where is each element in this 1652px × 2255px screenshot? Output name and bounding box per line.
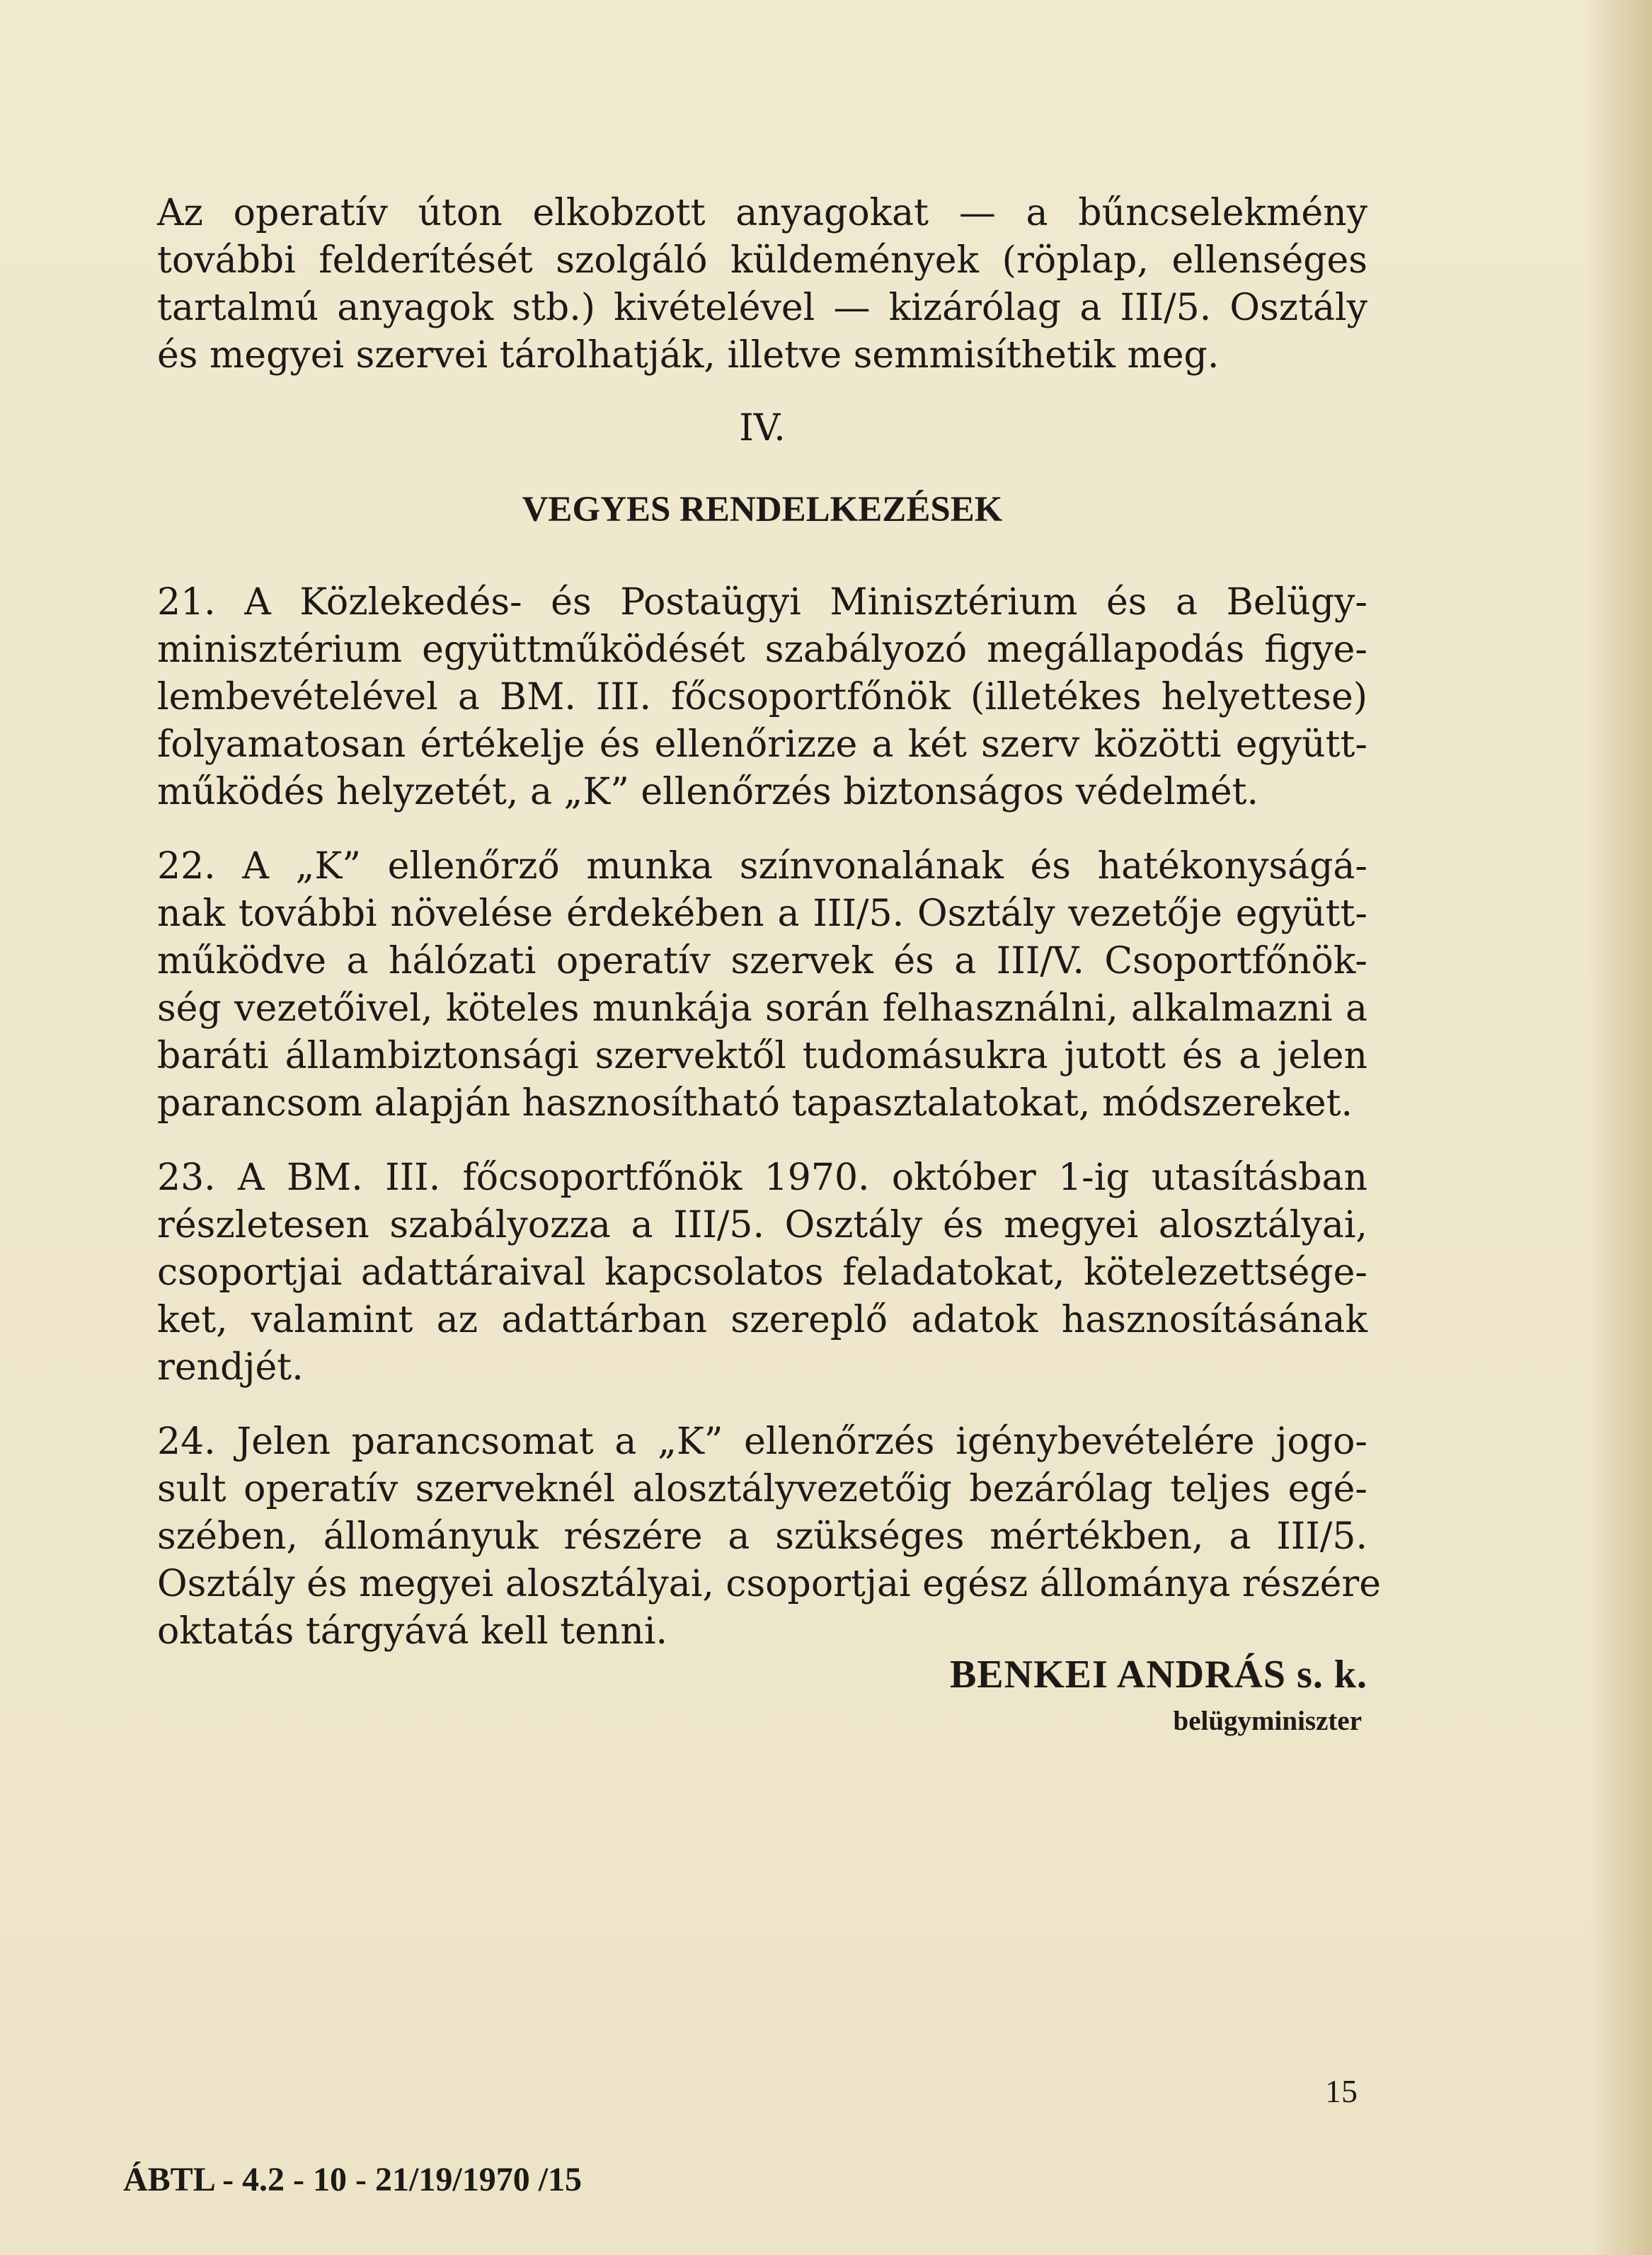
signature-block — [950, 1649, 1367, 1743]
intro-line: tartalmú anyagok stb.) kivételével — kizárólag a III/5. Osztály — [157, 287, 1367, 329]
intro-paragraph — [157, 190, 1367, 379]
paragraph-22 — [157, 843, 1367, 1128]
paragraph-21 — [157, 579, 1367, 816]
paragraph-line: Osztály és megyei alosztályai, csoportjai egész állománya részére — [157, 1563, 1382, 1605]
intro-line: és megyei szervei tárolhatják, illetve semmisíthetik meg. — [157, 334, 1220, 377]
paragraph-23 — [157, 1154, 1367, 1392]
paragraph-line: csoportjai adattáraival kapcsolatos feladatokat, kötelezettsége- — [157, 1251, 1367, 1294]
intro-line: további felderítését szolgáló küldemények (röplap, ellenséges — [157, 239, 1367, 282]
page-edge-shadow — [1588, 0, 1652, 2255]
paragraph-24 — [157, 1418, 1382, 1656]
paragraph-line: folyamatosan értékelje és ellenőrizze a két szerv közötti együtt- — [157, 723, 1367, 766]
signatory-name: BENKEI ANDRÁS s. k. — [949, 1653, 1367, 1697]
paragraph-line: minisztérium együttműködését szabályozó megállapodás figye- — [157, 629, 1367, 671]
paragraph-line: oktatás tárgyává kell tenni. — [157, 1610, 668, 1653]
archive-reference: ÁBTL - 4.2 - 10 - 21/19/1970 /15 — [123, 2161, 583, 2198]
paragraph-line: 24. Jelen parancsomat a „K” ellenőrzés igénybevételére jogo- — [157, 1421, 1367, 1463]
paragraph-line: parancsom alapján hasznosítható tapasztalatokat, módszereket. — [157, 1082, 1353, 1125]
paragraph-line: nak további növelése érdekében a III/5. Osztály vezetője együtt- — [157, 893, 1367, 935]
provisions-body — [157, 579, 1382, 1682]
paragraph-line: baráti állambiztonsági szervektől tudomásukra jutott és a jelen — [157, 1035, 1367, 1077]
paragraph-line: működve a hálózati operatív szervek és a III/V. Csoportfőnök- — [157, 940, 1367, 982]
paragraph-line: ség vezetőivel, köteles munkája során felhasználni, alkalmazni a — [157, 987, 1367, 1030]
paragraph-line: 22. A „K” ellenőrző munka színvonalának és hatékonyságá- — [157, 845, 1367, 888]
paragraph-line: rendjét. — [157, 1346, 304, 1389]
intro-line: Az operatív úton elkobzott anyagokat — a bűncselekmény — [157, 192, 1367, 234]
section-title: VEGYES RENDELKEZÉSEK — [522, 490, 1003, 529]
paragraph-line: szében, állományuk részére a szükséges mértékben, a III/5. — [157, 1515, 1367, 1558]
paragraph-line: működés helyzetét, a „K” ellenőrzés biztonságos védelmét. — [157, 771, 1259, 813]
paragraph-line: 21. A Közlekedés- és Postaügyi Minisztérium és a Belügy- — [157, 581, 1367, 624]
paragraph-line: részletesen szabályozza a III/5. Osztály és megyei alosztályai, — [157, 1204, 1367, 1246]
paragraph-line: 23. A BM. III. főcsoportfőnök 1970. október 1-ig utasításban — [157, 1157, 1367, 1199]
paragraph-line: sult operatív szerveknél alosztályvezetőig bezárólag teljes egé- — [157, 1468, 1367, 1510]
page-number: 15 — [1325, 2073, 1358, 2109]
signatory-title: belügyminiszter — [1173, 1706, 1362, 1736]
section-number: IV. — [739, 407, 786, 449]
paragraph-line: lembevételével a BM. III. főcsoportfőnök (illetékes helyettese) — [157, 676, 1367, 718]
paragraph-line: ket, valamint az adattárban szereplő adatok hasznosításának — [157, 1299, 1367, 1341]
